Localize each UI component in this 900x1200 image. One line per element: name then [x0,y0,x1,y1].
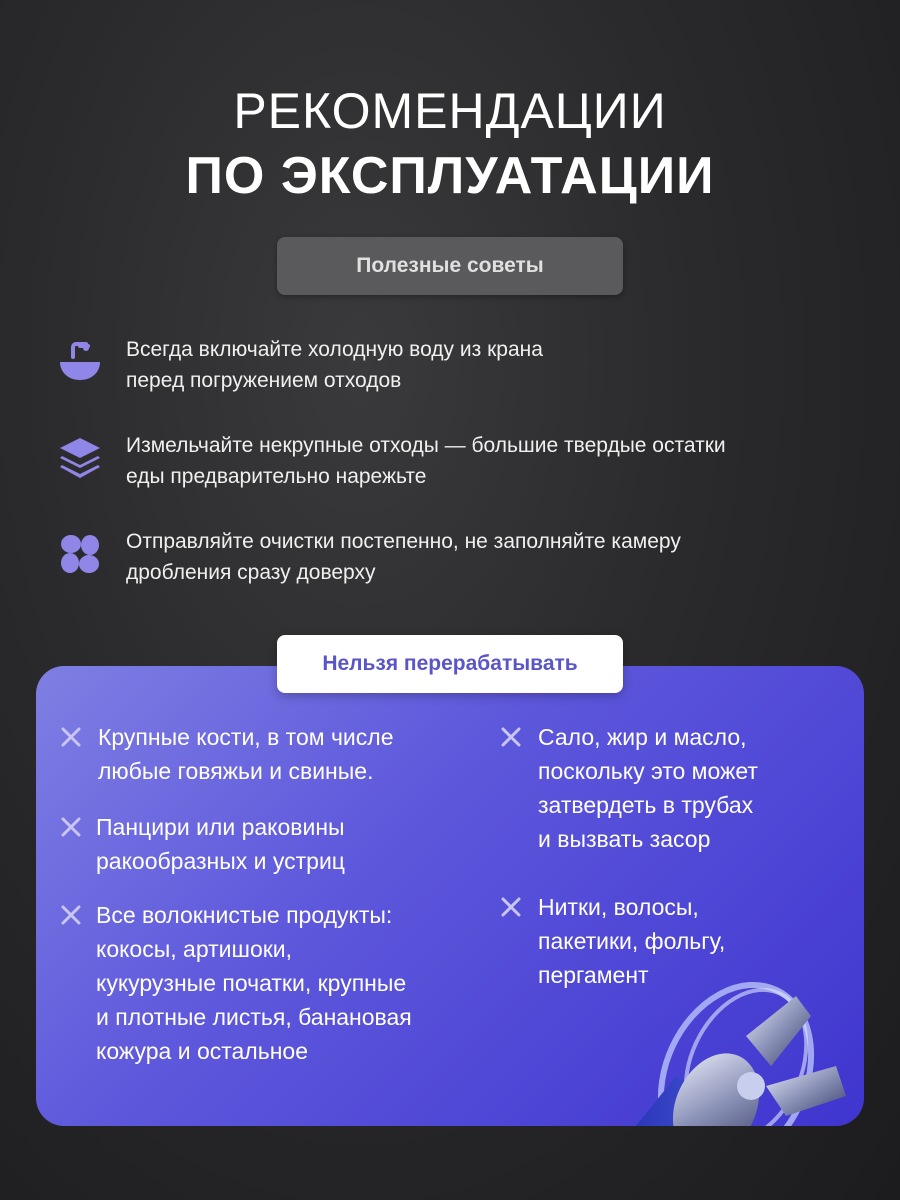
cross-icon [500,896,522,918]
cross-icon [60,904,82,926]
forbidden-item-text: Все волокнистые продукты: кокосы, артишоки, кукурузные початки, крупные и плотные листья, банановая кожура и остальное [96,902,412,1064]
forbidden-item-text: Крупные кости, в том числе любые говяжьи и свиные. [98,724,394,784]
cross-icon [60,816,82,838]
forbidden-item [500,720,758,856]
forbidden-item [60,810,345,878]
page-title-line2: ПО ЭКСПЛУАТАЦИИ [185,147,715,205]
page-title-line1: РЕКОМЕНДАЦИИ [233,83,667,139]
forbidden-section-label: Нельзя перерабатывать [277,635,623,693]
tip-text: Отправляйте очистки постепенно, не заполняйте камеру дробления сразу доверху [126,530,681,584]
sink-icon [56,338,104,386]
tip-item [56,526,856,588]
tip-item [56,334,856,396]
layers-icon [56,434,104,482]
forbidden-item [60,720,394,788]
forbidden-item-text: Сало, жир и масло, поскольку это может затвердеть в трубах и вызвать засор [538,724,758,852]
cross-icon [60,726,82,748]
tip-text: Измельчайте некрупные отходы — большие твердые остатки еды предварительно нарежьте [126,434,726,488]
forbidden-item-text: Панцири или раковины ракообразных и устриц [96,814,345,874]
tip-item [56,430,856,492]
forbidden-item [500,890,725,992]
tip-text: Всегда включайте холодную воду из крана перед погружением отходов [126,338,543,392]
cross-icon [500,726,522,748]
forbidden-item [60,898,412,1068]
forbidden-item-text: Нитки, волосы, пакетики, фольгу, пергамент [538,894,726,988]
tips-section-label: Полезные советы [277,237,623,295]
fan-icon [56,530,104,578]
